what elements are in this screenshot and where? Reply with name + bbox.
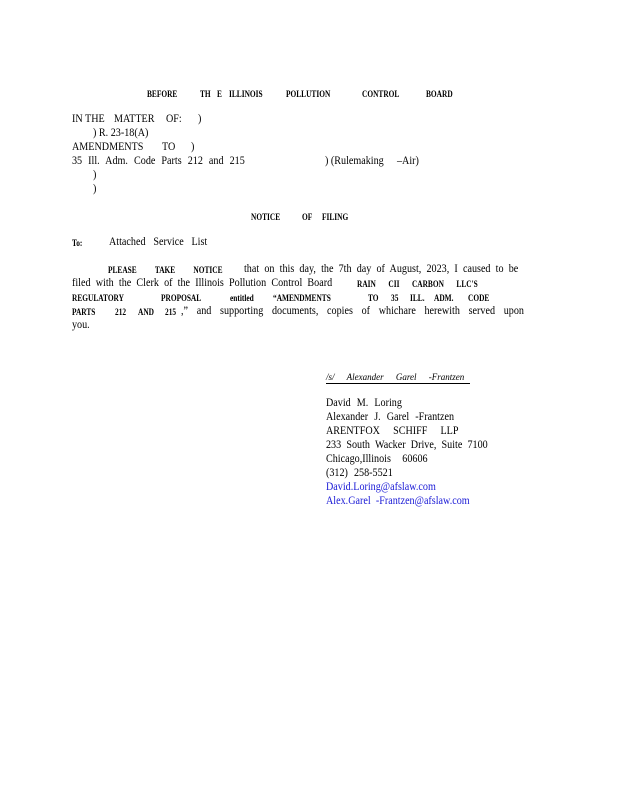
caption-text: ) [93, 169, 97, 181]
caption-text: ) [93, 183, 97, 195]
to-label: To: [72, 238, 83, 248]
notice-title: OF [302, 212, 313, 222]
caption-text: 35 Ill. Adm. Code Parts 212 and 215 [72, 155, 245, 167]
body-text: that on this day, the 7th day of August, 2023, I caused to be [244, 263, 519, 275]
body-text: ILL. [410, 293, 425, 303]
signer-name: David M. Loring [326, 397, 402, 409]
email-link[interactable]: Alex.Garel -Frantzen@afslaw.com [326, 495, 470, 507]
signature-line: /s/ Alexander Garel -Frantzen [326, 372, 470, 384]
body-text: PARTS [72, 307, 96, 317]
body-text: ADM. [434, 293, 454, 303]
body-text: 212 [115, 307, 127, 317]
heading-word: ILLINOIS [229, 89, 263, 99]
body-text: AND [138, 307, 154, 317]
caption-text: –Air) [397, 155, 419, 167]
body-text: “AMENDMENTS [273, 293, 331, 303]
body-text: 215 [165, 307, 177, 317]
to-value: Attached Service List [109, 236, 208, 248]
body-text: you. [72, 319, 90, 331]
body-text: filed with the Clerk of the Illinois Pollution Control Board [72, 277, 333, 289]
email-link[interactable]: David.Loring@afslaw.com [326, 481, 436, 493]
body-text: 35 [391, 293, 399, 303]
body-text: PROPOSAL [161, 293, 202, 303]
notice-title: NOTICE [251, 212, 281, 222]
caption-text: MATTER [114, 113, 155, 125]
body-text: PLEASE TAKE NOTICE [108, 265, 223, 275]
body-text: REGULATORY [72, 293, 124, 303]
heading-word: TH [200, 89, 211, 99]
caption-text: OF: [166, 113, 182, 125]
heading-word: CONTROL [362, 89, 400, 99]
docket-number: ) R. 23-18(A) [93, 127, 149, 139]
body-text: CODE [468, 293, 490, 303]
heading-word: BOARD [426, 89, 453, 99]
address-line: Chicago,Illinois 60606 [326, 453, 428, 465]
heading-word: BEFORE [147, 89, 178, 99]
caption-text: TO [162, 141, 176, 153]
caption-text: ) (Rulemaking [325, 155, 384, 167]
heading-word: E [217, 89, 222, 99]
caption-text: ) [198, 113, 202, 125]
address-line: 233 South Wacker Drive, Suite 7100 [326, 439, 488, 451]
caption-text: ) [191, 141, 195, 153]
body-text: entitled [230, 293, 254, 303]
body-text: RAIN CII CARBON LLC'S [357, 279, 478, 289]
firm-name: ARENTFOX SCHIFF LLP [326, 425, 459, 437]
caption-text: AMENDMENTS [72, 141, 144, 153]
heading-word: POLLUTION [286, 89, 331, 99]
caption-text: IN THE [72, 113, 105, 125]
body-text: TO [368, 293, 379, 303]
body-text: ,” and supporting documents, copies of whichare herewith served upon [181, 305, 524, 317]
phone-number: (312) 258-5521 [326, 467, 393, 479]
signer-name: Alexander J. Garel -Frantzen [326, 411, 455, 423]
notice-title: FILING [322, 212, 349, 222]
